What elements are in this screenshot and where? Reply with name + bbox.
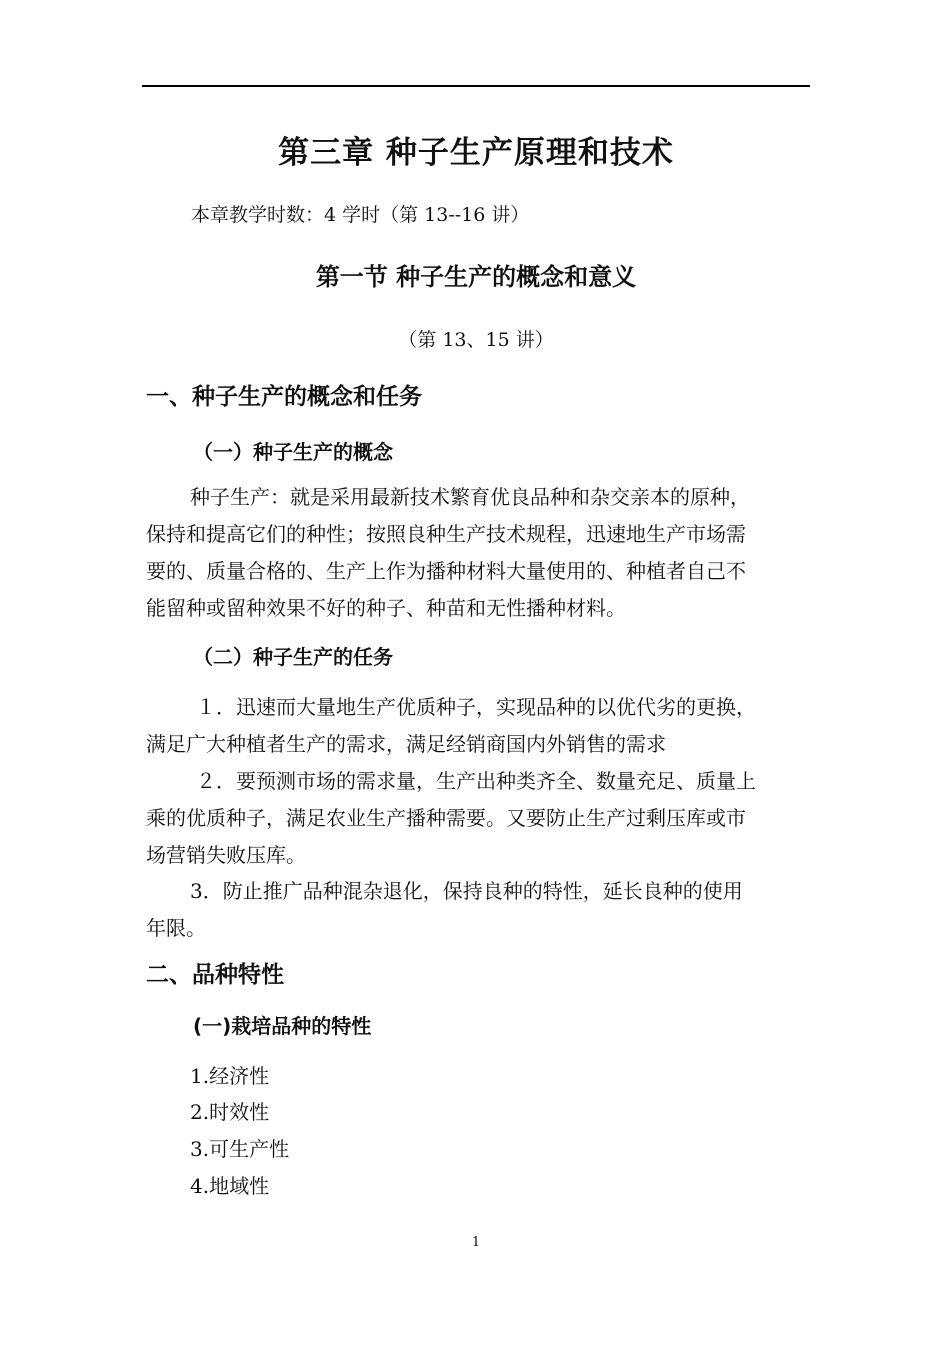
trait-item-timeliness: 2.时效性 (190, 1100, 270, 1124)
task-item-3-line-2: 年限。 (146, 916, 206, 940)
task-item-3-line-1: 3．防止推广品种混杂退化，保持良种的特性，延长良种的使用 (190, 879, 743, 903)
header-rule (142, 85, 810, 87)
concept-line-3: 要的、质量合格的、生产上作为播种材料大量使用的、种植者自己不 (146, 559, 746, 583)
task-item-1-line-2: 满足广大种植者生产的需求，满足经销商国内外销售的需求 (146, 732, 666, 756)
concept-paragraph (146, 479, 814, 627)
trait-item-producibility: 3.可生产性 (190, 1137, 290, 1161)
task-item-1-line-1: １．迅速而大量地生产优质种子，实现品种的以优代劣的更换， (196, 695, 756, 719)
concept-line-4: 能留种或留种效果不好的种子、种苗和无性播种材料。 (146, 596, 626, 620)
task-item-2-line-3: 场营销失败压库。 (146, 843, 306, 867)
task-item-2-line-2: 乘的优质种子，满足农业生产播种需要。又要防止生产过剩压库或市 (146, 806, 746, 830)
concept-subheading: （一）种子生产的概念 (193, 440, 393, 464)
task-subheading: （二）种子生产的任务 (193, 645, 393, 669)
task-item-1 (146, 689, 814, 763)
traits-subheading: (一)栽培品种的特性 (193, 1014, 372, 1038)
section-title: 第一节 种子生产的概念和意义 (315, 263, 637, 291)
part1-heading: 一、种子生产的概念和任务 (146, 384, 422, 410)
concept-line-2: 保持和提高它们的种性；按照良种生产技术规程，迅速地生产市场需 (146, 522, 746, 546)
lecture-range: （第 13、15 讲） (398, 329, 554, 351)
chapter-title: 第三章 种子生产原理和技术 (278, 135, 674, 171)
task-item-3 (146, 873, 814, 947)
part2-heading: 二、品种特性 (146, 962, 284, 988)
trait-item-regional: 4.地域性 (190, 1174, 270, 1198)
page-number: 1 (471, 1235, 481, 1250)
task-item-2-line-1: ２．要预测市场的需求量，生产出种类齐全、数量充足、质量上 (196, 769, 756, 793)
trait-item-economic: 1.经济性 (190, 1064, 270, 1088)
concept-line-1: 种子生产：就是采用最新技术繁育优良品种和杂交亲本的原种， (190, 485, 750, 509)
teaching-hours: 本章教学时数：4 学时（第 13--16 讲） (191, 204, 530, 226)
task-item-2 (146, 763, 814, 874)
